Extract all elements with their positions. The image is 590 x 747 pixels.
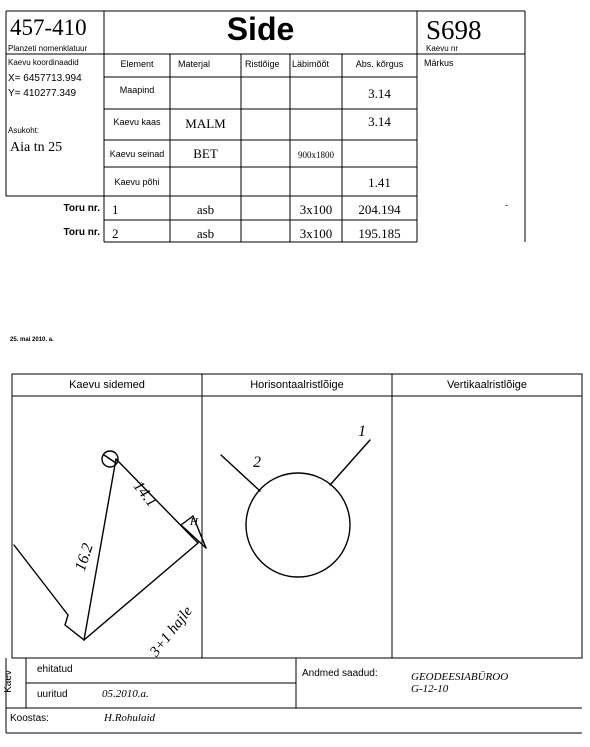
coord-y: Y= 410277.349 xyxy=(8,88,77,99)
col-material: Materjal xyxy=(178,59,211,69)
distance-label-a: 14.1 xyxy=(129,478,161,511)
row-height: 1.41 xyxy=(368,175,391,190)
well-number-label: Kaevu nr xyxy=(426,44,459,53)
pipe-height: 204.194 xyxy=(358,202,401,217)
pipe-material: asb xyxy=(196,226,215,241)
built-label: ehitatud xyxy=(37,664,73,675)
row-element: Kaevu kaas xyxy=(113,117,161,127)
col-element: Element xyxy=(120,59,154,69)
wall-note: 3+1 hajle xyxy=(147,603,196,660)
nomenclature-number: 457-410 xyxy=(10,15,87,40)
h-mark: H xyxy=(190,516,198,528)
sketch-header-ties: Kaevu sidemed xyxy=(69,379,145,391)
document-date: 25. mai 2010. a. xyxy=(10,337,54,343)
remark-mark: - xyxy=(505,200,508,210)
well-circle xyxy=(246,473,350,577)
location-label: Asukoht: xyxy=(8,126,40,135)
col-cross: Ristlõige xyxy=(245,59,280,69)
row-element: Kaevu põhi xyxy=(114,177,160,187)
coords-label: Kaevu koordinaadid xyxy=(8,58,79,67)
well-side-label: Kaev xyxy=(2,670,14,693)
author-value: H.Rohulaid xyxy=(104,712,156,724)
sketch-header-horizontal: Horisontaalristlõige xyxy=(250,379,344,391)
surveyed-label: uuritud xyxy=(37,689,68,700)
author-label: Koostas: xyxy=(10,713,49,724)
nomenclature-label: Planzeti nomenklatuur xyxy=(8,44,88,53)
pipe-1-line xyxy=(330,440,370,485)
row-diameter: 900x1800 xyxy=(298,150,334,160)
data-from-label: Andmed saadud: xyxy=(302,668,378,679)
distance-label-b: 16.2 xyxy=(72,541,97,574)
pipe-material: asb xyxy=(196,202,215,217)
data-from-code: G-12-10 xyxy=(411,683,449,695)
surveyed-value: 05.2010.a. xyxy=(102,688,149,700)
location-value: Aia tn 25 xyxy=(10,140,63,155)
sketch-header-vertical: Vertikaalristlõige xyxy=(446,379,528,391)
col-height: Abs. kõrgus xyxy=(355,59,404,69)
row-height: 3.14 xyxy=(368,86,391,101)
pipe-label: Toru nr. xyxy=(63,227,100,238)
row-height: 3.14 xyxy=(368,114,391,129)
row-material: BET xyxy=(193,146,218,161)
coord-x: X= 6457713.994 xyxy=(8,73,82,84)
pipe-diameter: 3x100 xyxy=(299,202,333,217)
pipe-label: Toru nr. xyxy=(63,203,100,214)
data-from-value: GEODEESIABÜROO xyxy=(411,671,509,683)
well-number: S698 xyxy=(426,15,482,45)
col-diameter: Läbimõõt xyxy=(292,59,330,69)
row-element: Maapind xyxy=(119,85,155,95)
row-material: MALM xyxy=(185,116,226,131)
row-element: Kaevu seinad xyxy=(109,149,165,159)
pipe-height: 195.185 xyxy=(358,226,401,241)
pipe-1-label: 1 xyxy=(358,423,366,440)
pipe-number: 2 xyxy=(112,226,119,241)
col-remarks: Märkus xyxy=(424,58,454,68)
pipe-number: 1 xyxy=(112,202,119,217)
pipe-diameter: 3x100 xyxy=(299,226,333,241)
pipe-2-label: 2 xyxy=(253,454,261,471)
page-title: Side xyxy=(226,11,295,47)
